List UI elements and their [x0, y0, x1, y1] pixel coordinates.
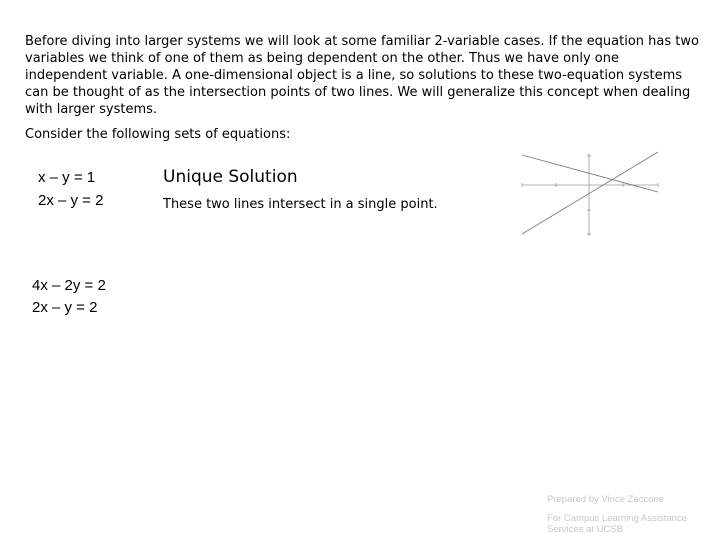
unique-solution-heading: Unique Solution — [163, 167, 298, 187]
intro-paragraph: Before diving into larger systems we will look at some familiar 2-variable cases. If the equation has two variables we think of one of them as being dependent on the other. Thus we have only one independent variable. A one-dimensional object is a line, so solutions to these two-equation systems can be thought of as the intersection points of two lines. We will generalize this concept when dealing with larger systems. — [25, 34, 699, 117]
graph-line-2 — [522, 152, 658, 234]
graph-line-1 — [522, 155, 658, 192]
system-1-equation-2: 2x – y = 2 — [38, 192, 104, 209]
system-2-equation-1: 4x – 2y = 2 — [32, 277, 106, 294]
unique-solution-description: These two lines intersect in a single point. — [163, 197, 438, 212]
footer-prepared-by: Prepared by Vince Zaccone — [547, 494, 665, 505]
system-1-equation-1: x – y = 1 — [38, 169, 96, 186]
intersecting-lines-graph — [518, 150, 662, 240]
system-2-equation-2: 2x – y = 2 — [32, 299, 98, 316]
consider-text: Consider the following sets of equations: — [25, 127, 291, 142]
footer-affiliation: For Campus Learning Assistance Services at UCSB — [547, 513, 687, 535]
